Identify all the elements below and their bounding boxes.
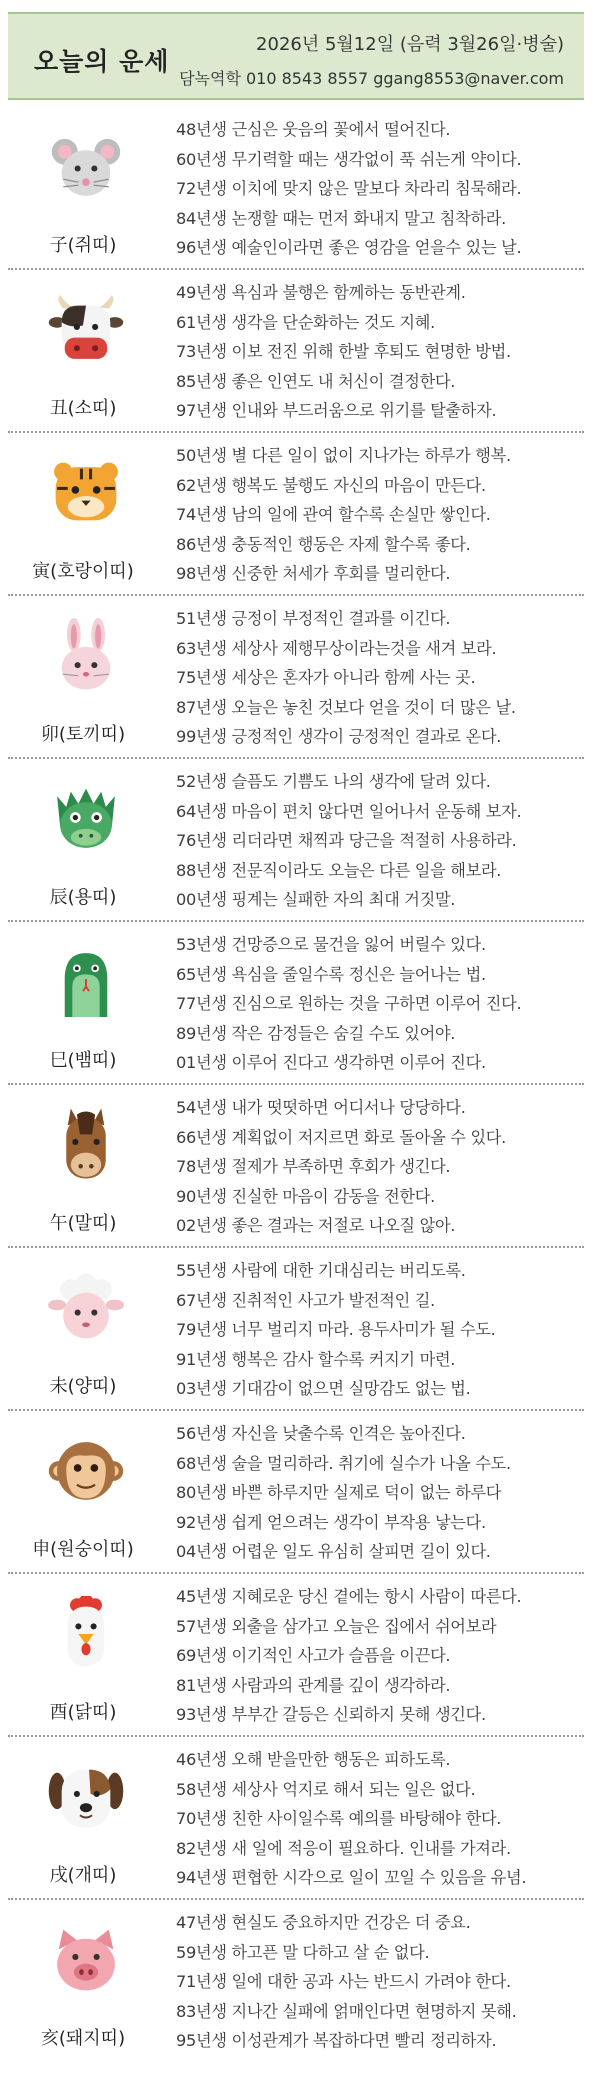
zodiac-row-ox: [8, 270, 584, 433]
fortune-line: 72년생 이치에 맞지 않은 말보다 차라리 침묵해라.: [176, 179, 522, 198]
fortune-line: 74년생 남의 일에 관여 할수록 손실만 쌓인다.: [176, 505, 491, 524]
fortune-line: 79년생 너무 벌리지 마라. 용두사미가 될 수도.: [176, 1320, 496, 1339]
fortune-line: 50년생 별 다른 일이 없이 지나가는 하루가 행복.: [176, 446, 511, 465]
horse-icon: [48, 1107, 124, 1183]
rabbit-icon: [48, 618, 124, 694]
zodiac-row-rat: [8, 107, 584, 270]
sheep-icon: [48, 1270, 124, 1346]
fortune-line: 68년생 술을 멀리하라. 취기에 실수가 나올 수도.: [176, 1453, 511, 1473]
fortune-line: 80년생 바쁜 하루지만 실제로 덕이 없는 하루다: [176, 1483, 502, 1502]
fortune-line: 99년생 긍정적인 생각이 긍정적인 결과로 온다.: [176, 727, 502, 746]
fortune-lines: [176, 1745, 586, 1893]
fortune-line: 83년생 지나간 실패에 얽매인다면 현명하지 못해.: [176, 2001, 517, 2021]
fortune-line: 82년생 새 일에 적응이 필요하다. 인내를 가져라.: [176, 1838, 511, 1858]
fortune-line: 52년생 슬픔도 기쁨도 나의 생각에 달려 있다.: [176, 772, 491, 791]
fortune-list: [8, 107, 584, 2063]
monkey-icon: [48, 1433, 124, 1509]
fortune-lines: [176, 1093, 586, 1241]
fortune-line: 49년생 욕심과 불행은 함께하는 동반관계.: [176, 283, 466, 302]
fortune-line: 46년생 오해 받을만한 행동은 피하도록.: [176, 1750, 451, 1769]
zodiac-row-rabbit: [8, 596, 584, 759]
fortune-line: 45년생 지혜로운 당신 곁에는 항시 사람이 따른다.: [176, 1587, 522, 1606]
fortune-line: 88년생 전문직이라도 오늘은 다른 일을 해보라.: [176, 860, 502, 880]
zodiac-cell: [8, 1411, 158, 1572]
zodiac-label: 巳(뱀띠): [49, 1050, 117, 1071]
fortune-line: 84년생 논쟁할 때는 먼저 화내지 말고 침착하라.: [176, 208, 506, 228]
fortune-line: 64년생 마음이 편치 않다면 일어나서 운동해 보자.: [176, 801, 522, 821]
fortune-line: 48년생 근심은 웃음의 꽃에서 떨어진다.: [176, 120, 451, 139]
fortune-line: 86년생 충동적인 행동은 자제 할수록 좋다.: [176, 534, 471, 554]
fortune-line: 78년생 절제가 부족하면 후회가 생긴다.: [176, 1157, 451, 1176]
fortune-line: 96년생 예술인이라면 좋은 영감을 얻을수 있는 날.: [176, 238, 522, 257]
zodiac-cell: [8, 596, 158, 757]
fortune-line: 56년생 자신을 낮출수록 인격은 높아진다.: [176, 1424, 466, 1443]
fortune-lines: [176, 115, 586, 263]
zodiac-label: 丑(소띠): [49, 398, 117, 419]
fortune-line: 65년생 욕심을 줄일수록 정신은 늘어나는 법.: [176, 964, 486, 984]
fortune-line: 97년생 인내와 부드러움으로 위기를 탈출하자.: [176, 401, 497, 420]
fortune-line: 47년생 현실도 중요하지만 건강은 더 중요.: [176, 1913, 471, 1932]
zodiac-cell: [8, 1085, 158, 1246]
fortune-lines: [176, 767, 586, 915]
zodiac-label: 辰(용띠): [49, 887, 117, 908]
dragon-icon: [48, 781, 124, 857]
rat-icon: [48, 129, 124, 205]
zodiac-cell: [8, 759, 158, 920]
zodiac-label: 卯(토끼띠): [40, 724, 126, 745]
fortune-line: 61년생 생각을 단순화하는 것도 지혜.: [176, 312, 435, 332]
zodiac-label: 寅(호랑이띠): [32, 561, 134, 582]
zodiac-row-pig: [8, 1900, 584, 2063]
zodiac-row-snake: [8, 922, 584, 1085]
fortune-line: 04년생 어렵운 일도 유심히 살피면 길이 있다.: [176, 1542, 491, 1561]
fortune-line: 70년생 친한 사이일수록 예의를 바탕해야 한다.: [176, 1809, 502, 1828]
fortune-lines: [176, 930, 586, 1078]
fortune-lines: [176, 1582, 586, 1730]
contact-line: 담녹역학 010 8543 8557 ggang8553@naver.com: [179, 69, 564, 88]
date-line: 2026년 5월12일 (음력 3월26일·병술): [256, 34, 564, 55]
fortune-line: 03년생 기대감이 없으면 실망감도 없는 법.: [176, 1379, 471, 1398]
fortune-line: 60년생 무기력할 때는 생각없이 푹 쉬는게 약이다.: [176, 149, 522, 169]
zodiac-row-sheep: [8, 1248, 584, 1411]
fortune-line: 71년생 일에 대한 공과 사는 반드시 가려야 한다.: [176, 1972, 511, 1991]
fortune-line: 66년생 계획없이 저지르면 화로 돌아올 수 있다.: [176, 1127, 506, 1147]
rooster-icon: [48, 1596, 124, 1672]
zodiac-label: 亥(돼지띠): [40, 2028, 126, 2049]
fortune-line: 95년생 이성관계가 복잡하다면 빨리 정리하자.: [176, 2031, 497, 2050]
fortune-line: 93년생 부부간 갈등은 신뢰하지 못해 생긴다.: [176, 1705, 486, 1724]
fortune-line: 54년생 내가 떳떳하면 어디서나 당당하다.: [176, 1098, 466, 1117]
fortune-lines: [176, 1908, 586, 2056]
fortune-line: 92년생 쉽게 얻으려는 생각이 부작용 낳는다.: [176, 1512, 486, 1532]
fortune-line: 55년생 사람에 대한 기대심리는 버리도록.: [176, 1261, 466, 1280]
zodiac-cell: [8, 1574, 158, 1735]
zodiac-label: 午(말띠): [49, 1213, 117, 1234]
fortune-line: 00년생 핑계는 실패한 자의 최대 거짓말.: [176, 890, 456, 909]
fortune-line: 53년생 건망증으로 물건을 잃어 버릴수 있다.: [176, 935, 486, 954]
fortune-line: 98년생 신중한 처세가 후회를 멀리한다.: [176, 564, 451, 583]
zodiac-cell: [8, 433, 158, 594]
fortune-line: 63년생 세상사 제행무상이라는것을 새겨 보라.: [176, 638, 497, 658]
fortune-line: 89년생 작은 감정들은 숨길 수도 있어야.: [176, 1023, 456, 1043]
fortune-line: 69년생 이기적인 사고가 슬픔을 이끈다.: [176, 1646, 451, 1665]
zodiac-label: 申(원숭이띠): [32, 1539, 134, 1560]
zodiac-cell: [8, 1737, 158, 1898]
fortune-line: 94년생 편협한 시각으로 일이 꼬일 수 있음을 유념.: [176, 1868, 527, 1887]
zodiac-cell: [8, 270, 158, 431]
zodiac-label: 未(양띠): [49, 1376, 117, 1397]
fortune-line: 90년생 진실한 마음이 감동을 전한다.: [176, 1186, 435, 1206]
fortune-line: 62년생 행복도 불행도 자신의 마음이 만든다.: [176, 475, 486, 495]
zodiac-cell: [8, 107, 158, 268]
zodiac-row-dog: [8, 1737, 584, 1900]
zodiac-cell: [8, 1900, 158, 2061]
fortune-line: 01년생 이루어 진다고 생각하면 이루어 진다.: [176, 1053, 486, 1072]
fortune-line: 73년생 이보 전진 위해 한발 후퇴도 현명한 방법.: [176, 342, 511, 361]
fortune-line: 67년생 진취적인 사고가 발전적인 길.: [176, 1290, 435, 1310]
fortune-line: 85년생 좋은 인연도 내 처신이 결정한다.: [176, 371, 456, 391]
zodiac-label: 子(쥐띠): [49, 235, 117, 256]
fortune-lines: [176, 1419, 586, 1567]
fortune-line: 87년생 오늘은 놓친 것보다 얻을 것이 더 많은 날.: [176, 697, 516, 717]
fortune-line: 02년생 좋은 결과는 저절로 나오질 않아.: [176, 1216, 456, 1235]
fortune-line: 75년생 세상은 혼자가 아니라 함께 사는 곳.: [176, 668, 476, 687]
fortune-lines: [176, 604, 586, 752]
zodiac-row-horse: [8, 1085, 584, 1248]
fortune-lines: [176, 441, 586, 589]
fortune-line: 51년생 긍정이 부정적인 결과를 이긴다.: [176, 609, 451, 628]
pig-icon: [48, 1922, 124, 1998]
tiger-icon: [48, 455, 124, 531]
fortune-line: 58년생 세상사 억지로 해서 되는 일은 없다.: [176, 1779, 476, 1799]
zodiac-row-dragon: [8, 759, 584, 922]
fortune-lines: [176, 1256, 586, 1404]
header-banner: [8, 12, 584, 100]
snake-icon: [48, 944, 124, 1020]
zodiac-row-tiger: [8, 433, 584, 596]
page-title: 오늘의 운세: [34, 47, 170, 76]
fortune-line: 59년생 하고픈 말 다하고 살 순 없다.: [176, 1942, 430, 1962]
fortune-line: 91년생 행복은 감사 할수록 커지기 마련.: [176, 1349, 456, 1369]
zodiac-label: 酉(닭띠): [49, 1702, 117, 1723]
fortune-line: 76년생 리더라면 채찍과 당근을 적절히 사용하라.: [176, 831, 517, 850]
dog-icon: [48, 1759, 124, 1835]
zodiac-label: 戌(개띠): [49, 1865, 117, 1886]
fortune-line: 57년생 외출을 삼가고 오늘은 집에서 쉬어보라: [176, 1616, 497, 1636]
ox-icon: [48, 292, 124, 368]
zodiac-cell: [8, 1248, 158, 1409]
zodiac-row-rooster: [8, 1574, 584, 1737]
zodiac-row-monkey: [8, 1411, 584, 1574]
fortune-line: 77년생 진심으로 원하는 것을 구하면 이루어 진다.: [176, 994, 522, 1013]
fortune-line: 81년생 사람과의 관계를 깊이 생각하라.: [176, 1675, 451, 1695]
fortune-lines: [176, 278, 586, 426]
zodiac-cell: [8, 922, 158, 1083]
